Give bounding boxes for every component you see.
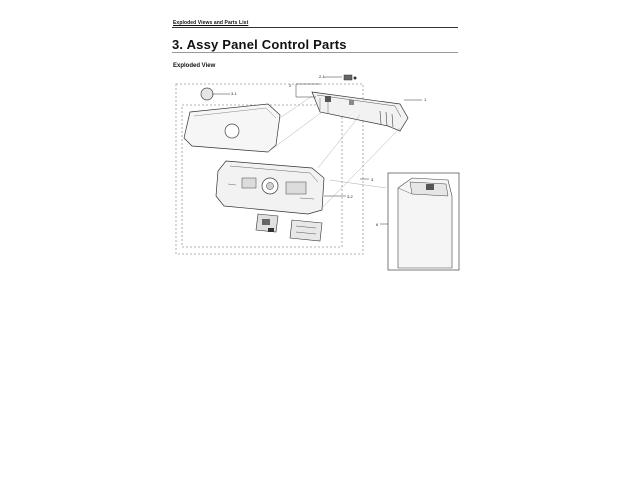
callout-2: 2 <box>289 83 292 88</box>
part-2-1-clip <box>344 75 357 80</box>
callout-3-2: 3-2 <box>347 194 353 199</box>
part-1-control-panel <box>312 92 408 131</box>
pcb-boards <box>256 214 322 241</box>
callout-3: 3 <box>371 177 374 182</box>
running-header: Exploded Views and Parts List <box>173 20 249 26</box>
page-title: 3. Assy Panel Control Parts <box>172 37 347 52</box>
section-subtitle: Exploded View <box>173 63 216 69</box>
part-3-2-panel-frame <box>216 161 324 214</box>
callout-1: 1 <box>424 97 427 102</box>
callout-6: 6 <box>376 222 379 227</box>
callout-3-1: 3-1 <box>231 91 237 96</box>
part-3-1-panel-cover <box>184 88 280 152</box>
part-6-washer-body <box>398 178 452 268</box>
callout-2-1: 2-1 <box>319 74 325 79</box>
